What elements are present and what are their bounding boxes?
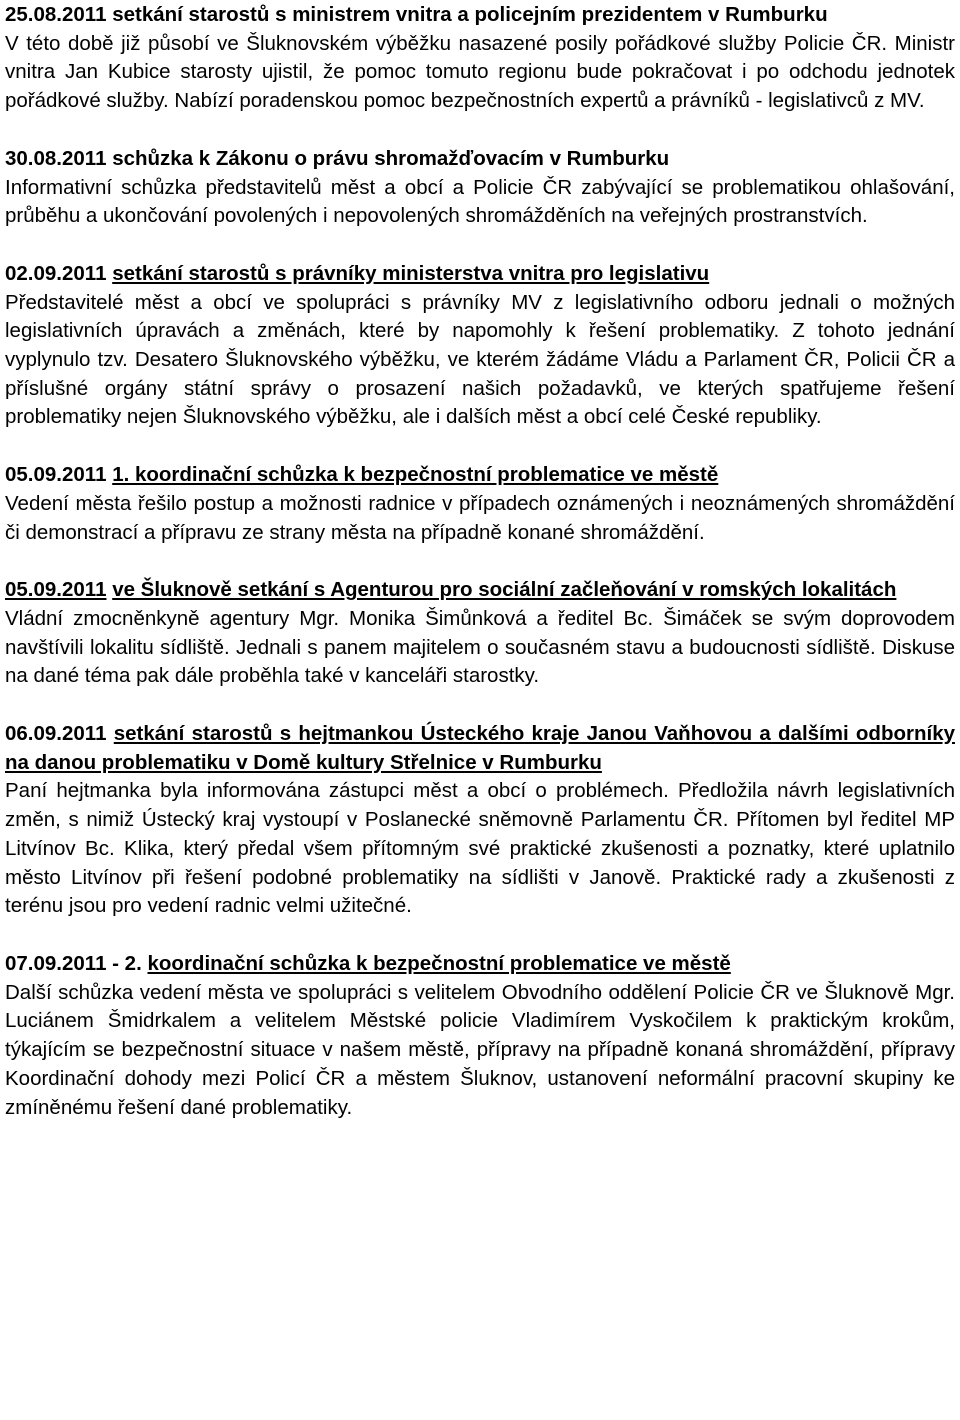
entry-heading xyxy=(5,950,955,979)
entry-date: 06.09.2011 xyxy=(5,722,107,746)
entry-heading xyxy=(5,461,955,490)
entry-2011-09-05-koordinace xyxy=(5,461,955,547)
entry-heading xyxy=(5,720,955,777)
entry-2011-09-05-agentura xyxy=(5,576,955,691)
entry-title: schůzka k Zákonu o právu shromažďovacím v Rumburku xyxy=(112,146,670,170)
entry-title: setkání starostů s právníky ministerstva vnitra pro legislativu xyxy=(112,261,710,285)
entry-heading xyxy=(5,576,955,605)
entry-title: koordinační schůzka k bezpečnostní problematice ve městě xyxy=(147,951,731,975)
entry-title: 1. koordinační schůzka k bezpečnostní problematice ve městě xyxy=(112,463,719,487)
entry-2011-09-07 xyxy=(5,950,955,1122)
entry-date: 25.08.2011 xyxy=(5,3,107,26)
entry-2011-09-02 xyxy=(5,260,955,432)
entry-date: 05.09.2011 xyxy=(5,463,107,487)
entry-body: Vedení města řešilo postup a možnosti radnice v případech oznámených i neoznámených shromáždění či demonstrací a přípravu ze strany města na případně konané shromáždění. xyxy=(5,491,955,544)
entry-title: ve Šluknově setkání s Agenturou pro sociální začleňování v romských lokalitách xyxy=(112,578,897,602)
entry-body: Další schůzka vedení města ve spolupráci s velitelem Obvodního oddělení Policie ČR ve Šluknově Mgr. Luciánem Šmidrkalem a velitelem Městské policie Vladimírem Vyskočilem k praktickým krokům, týkajícím se bezpečnostní situace v našem městě, přípravy na případně konaná shromáždění, přípravy Koordinační dohody mezi Policí ČR a městem Šluknov, ustanovení neformální pracovní skupiny ke zmíněnému řešení dané problematiky. xyxy=(5,980,955,1119)
entry-date: 05.09.2011 xyxy=(5,578,107,602)
entry-body: Vládní zmocněnkyně agentury Mgr. Monika Šimůnková a ředitel Bc. Šimáček se svým doprovodem navštívili lokalitu sídliště. Jednali s panem majitelem o současném stavu a budoucnosti sídliště. Diskuse na dané téma pak dále proběhla také v kanceláři starostky. xyxy=(5,606,955,688)
entry-heading xyxy=(5,260,955,289)
entry-body: Paní hejtmanka byla informována zástupci měst a obcí o problémech. Předložila návrh legislativních změn, s nimiž Ústecký kraj vystoupí v Poslanecké sněmovně Parlamentu ČR. Přítomen byl ředitel MP Litvínov Bc. Klika, který předal všem přítomným své praktické zkušenosti a poznatky, které uplatnilo město Litvínov při řešení podobné problematiky na sídlišti v Janově. Praktické rady a zkušenosti z terénu jsou pro vedení radnic velmi užitečné. xyxy=(5,779,955,918)
entry-2011-08-25 xyxy=(5,0,955,116)
entry-date: 02.09.2011 xyxy=(5,261,107,285)
entry-body: V této době již působí ve Šluknovském výběžku nasazené posily pořádkové služby Policie ČR. Ministr vnitra Jan Kubice starosty ujistil, že pomoc tomuto regionu bude pokračovat i po odchodu jednotek pořádkové služby. Nabízí poradenskou pomoc bezpečnostních expertů a právníků - legislativců z MV. xyxy=(5,31,955,113)
entry-2011-09-06 xyxy=(5,720,955,921)
entry-date: 07.09.2011 - 2. xyxy=(5,951,142,975)
entry-heading xyxy=(5,145,955,174)
entry-title: setkání starostů s hejtmankou Ústeckého kraje Janou Vaňhovou a dalšími odborníky na danou problematiku v Domě kultury Střelnice v Rumburku xyxy=(5,722,955,774)
entry-body: Informativní schůzka představitelů měst a obcí a Policie ČR zabývající se problematikou ohlašování, průběhu a ukončování povolených i nepovolených shromážděních na veřejných prostranstvích. xyxy=(5,175,955,228)
document-page xyxy=(5,0,955,1151)
entry-body: Představitelé měst a obcí ve spolupráci s právníky MV z legislativního odboru jednali o možných legislativních úpravách a změnách, které by napomohly k řešení problematiky. Z tohoto jednání vyplynulo tzv. Desatero Šluknovského výběžku, ve kterém žádáme Vládu a Parlament ČR, Policii ČR a příslušné orgány státní správy o prosazení našich požadavků, ve kterých spatřujeme řešení problematiky nejen Šluknovského výběžku, ale i dalších měst a obcí celé České republiky. xyxy=(5,290,955,429)
entry-2011-08-30 xyxy=(5,145,955,231)
entry-heading xyxy=(5,1,955,30)
entry-date: 30.08.2011 xyxy=(5,146,107,170)
entry-title: setkání starostů s ministrem vnitra a policejním prezidentem v Rumburku xyxy=(112,3,828,26)
